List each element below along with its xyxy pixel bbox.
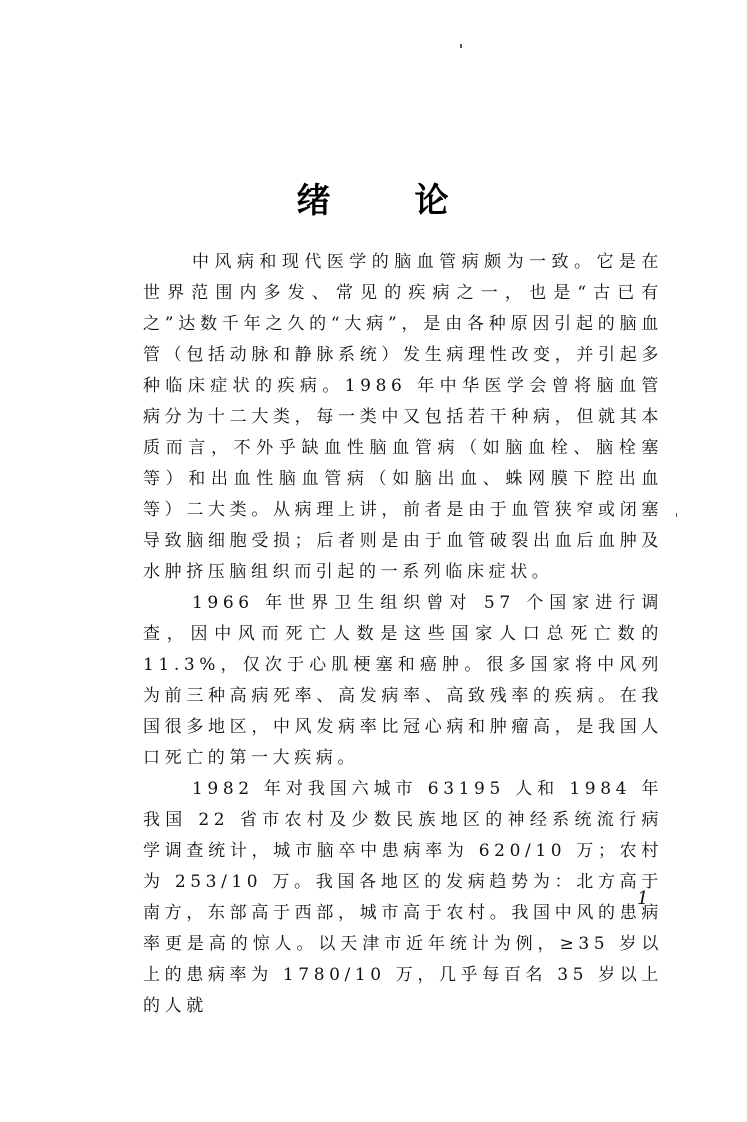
chapter-title xyxy=(0,173,747,222)
chapter-title-char-2: 论 xyxy=(414,180,451,221)
body-text xyxy=(143,247,663,1022)
page-number: 1 xyxy=(637,888,649,909)
scan-speck-right xyxy=(676,513,677,517)
paragraph-3: 1982 年对我国六城市 63195 人和 1984 年我国 22 省市农村及少数民族地区的神经系统流行病学调查统计，城市脑卒中患病率为 620/10 万；农村为 253/10 万。我国各地区的发病趋势为：北方高于南方，东部高于西部，城市高于农村。我国中风的患病率更是高的惊人。以天津市近年统计为例，≥35 岁以上的患病率为 1780/10 万，几乎每百名 35 岁以上的人就 xyxy=(143,779,663,1016)
paragraph-1: 中风病和现代医学的脑血管病颇为一致。它是在世界范围内多发、常见的疾病之一，也是“古已有之”达数千年之久的“大病”，是由各种原因引起的脑血管（包括动脉和静脉系统）发生病理性改变，并引起多种临床症状的疾病。1986 年中华医学会曾将脑血管病分为十二大类，每一类中又包括若干种病，但就其本质而言，不外乎缺血性脑血管病（如脑血栓、脑栓塞等）和出血性脑血管病（如脑出血、蛛网膜下腔出血等）二大类。从病理上讲，前者是由于血管狭窄或闭塞导致脑细胞受损；后者则是由于血管破裂出血后血肿及水肿挤压脑组织而引起的一系列临床症状。 xyxy=(143,252,663,582)
paragraph-2: 1966 年世界卫生组织曾对 57 个国家进行调查，因中风而死亡人数是这些国家人口总死亡数的 11.3%，仅次于心肌梗塞和癌肿。很多国家将中风列为前三种高病死率、高发病率、高致残率的疾病。在我国很多地区，中风发病率比冠心病和肿瘤高，是我国人口死亡的第一大疾病。 xyxy=(143,593,663,768)
scan-speck-top xyxy=(460,44,462,48)
chapter-title-char-1: 绪 xyxy=(296,180,333,221)
